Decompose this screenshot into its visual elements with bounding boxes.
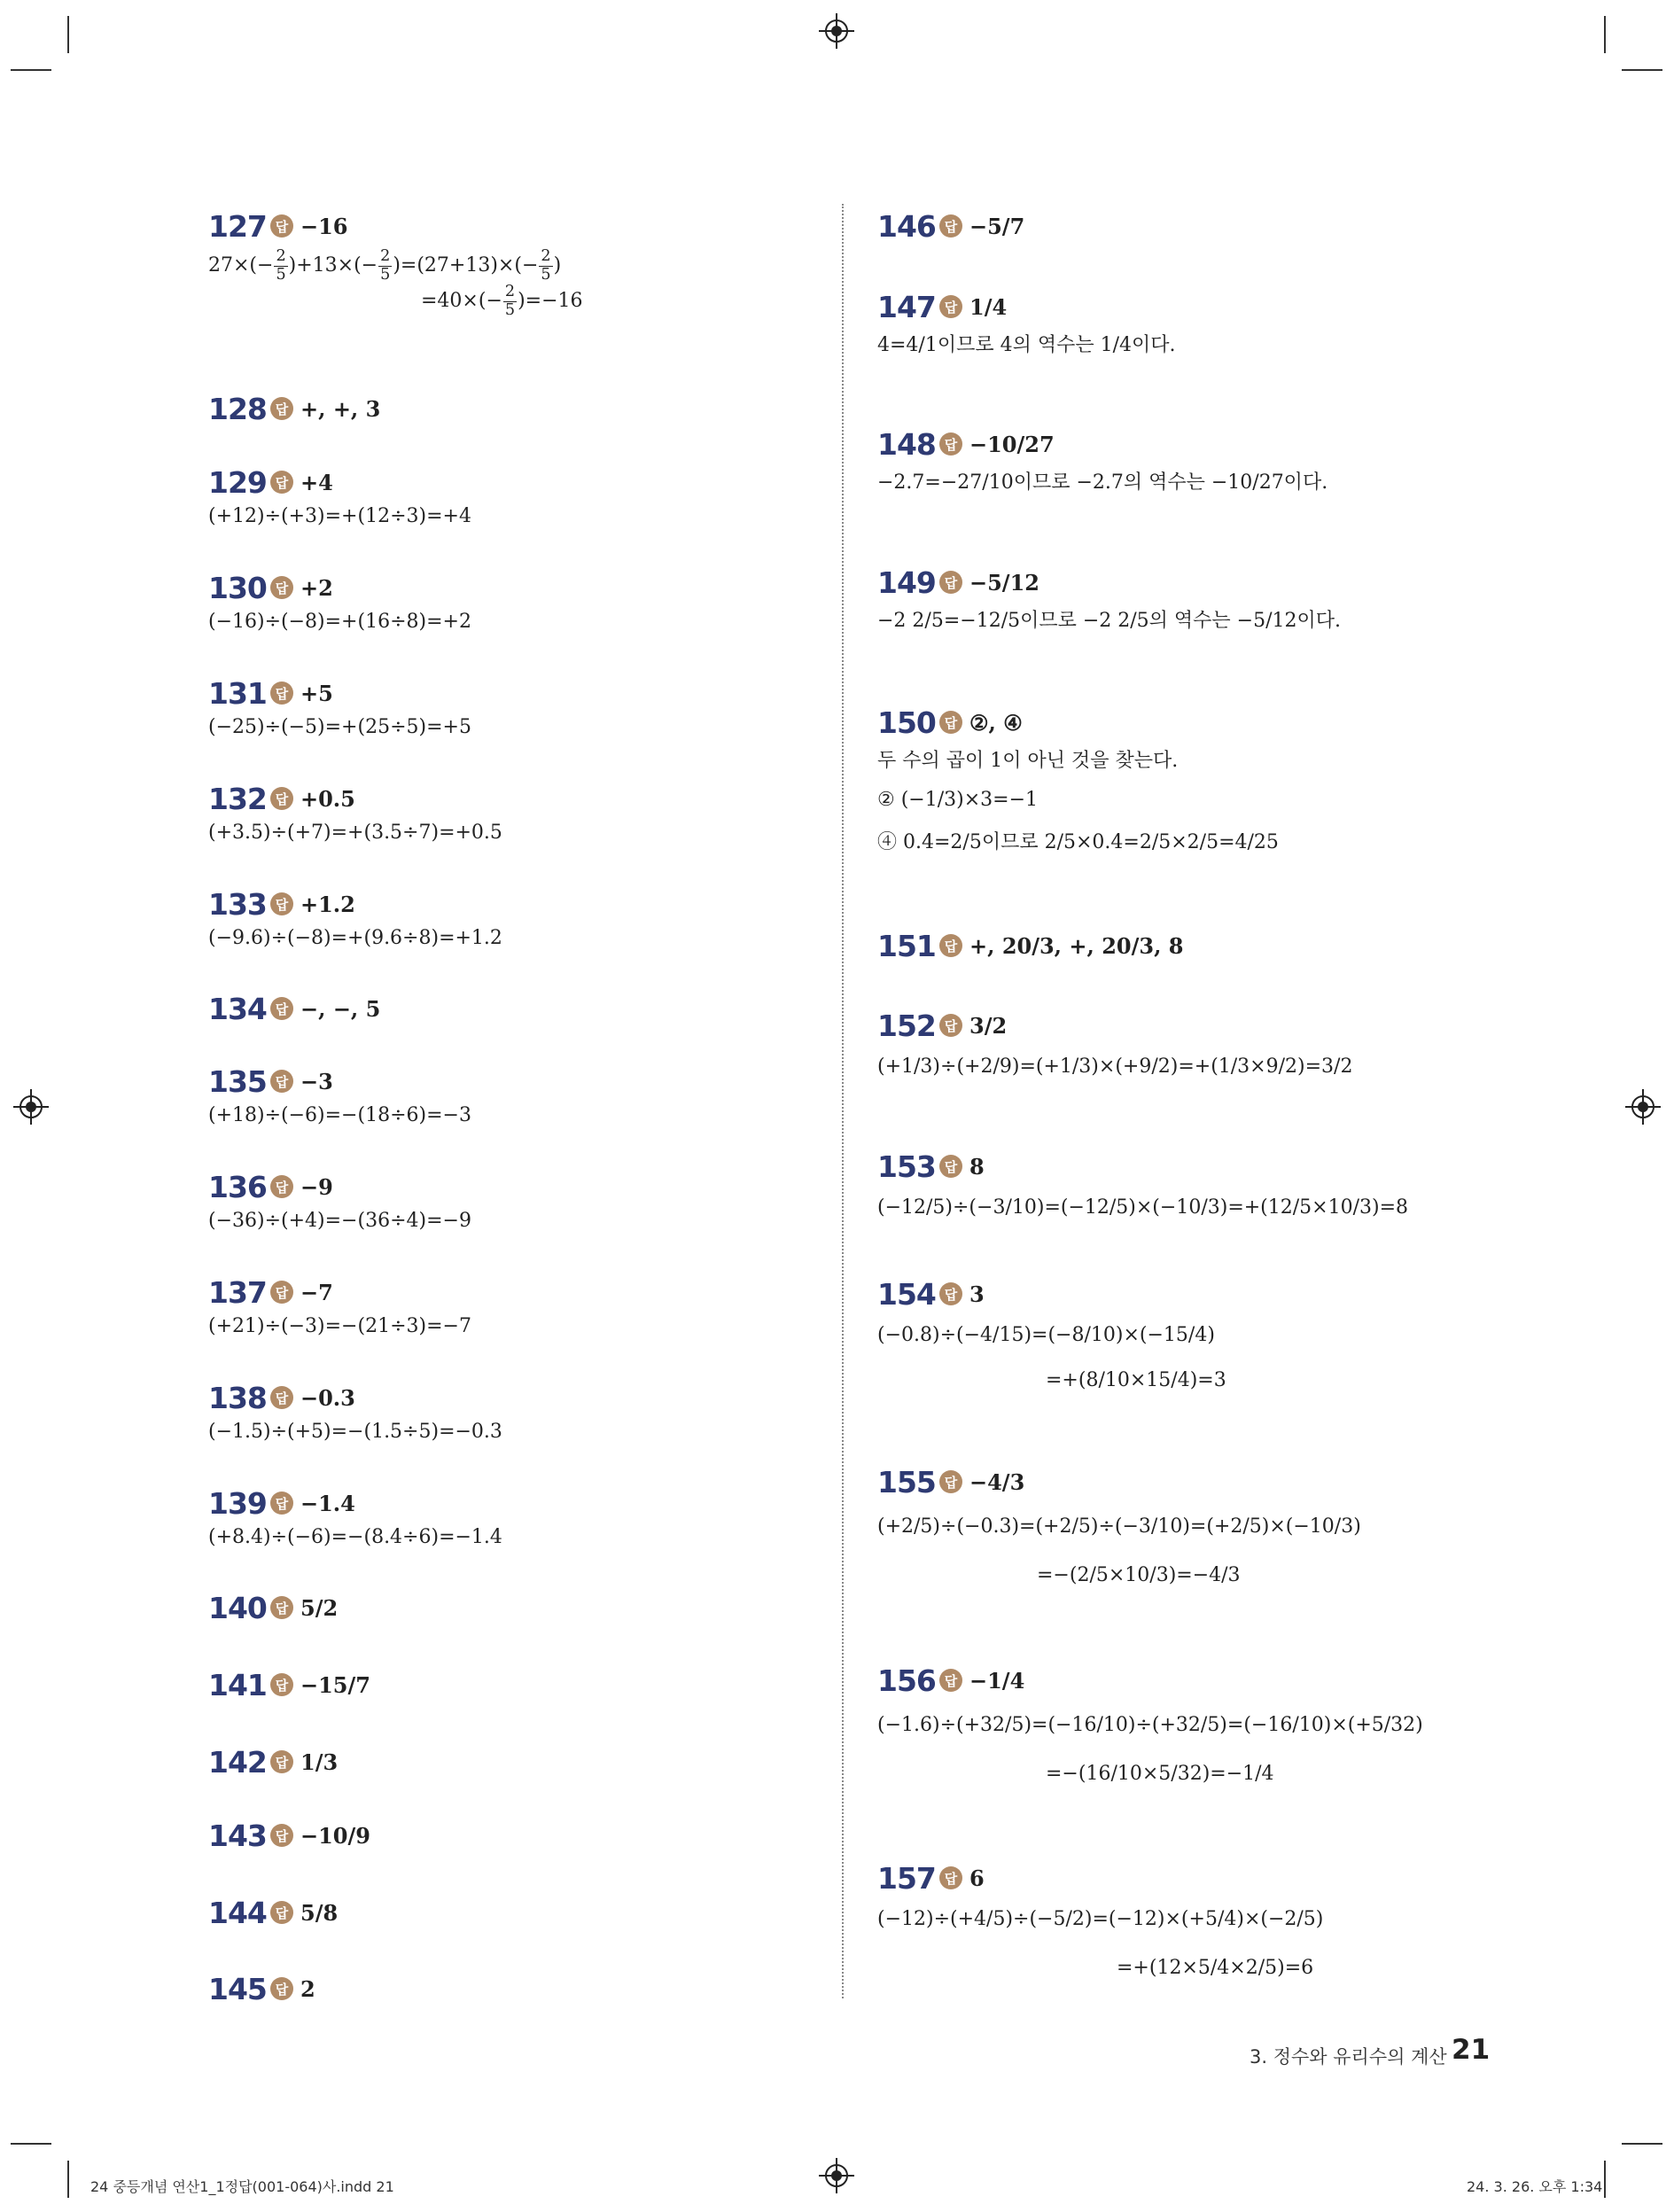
answer-badge-icon: 답 bbox=[270, 1070, 293, 1093]
solution-line: (+18)÷(−6)=−(18÷6)=−3 bbox=[208, 1104, 471, 1126]
page-number: 21 bbox=[1452, 2034, 1491, 2066]
problem-number: 133 bbox=[208, 886, 267, 922]
solution-line: 4=4/1이므로 4의 역수는 1/4이다. bbox=[877, 334, 1176, 356]
answer-badge-icon: 답 bbox=[270, 1750, 293, 1773]
answer: −10/9 bbox=[300, 1822, 370, 1849]
problem-number: 138 bbox=[208, 1380, 267, 1415]
answer: −16 bbox=[300, 213, 348, 239]
problem-number: 127 bbox=[208, 208, 267, 244]
problem-number: 137 bbox=[208, 1274, 267, 1310]
problem-139 bbox=[208, 1482, 502, 1548]
registration-mark-icon bbox=[825, 19, 848, 43]
solution-line: (−16)÷(−8)=+(16÷8)=+2 bbox=[208, 611, 471, 633]
answer-badge-icon: 답 bbox=[939, 571, 962, 594]
problem-number: 139 bbox=[208, 1485, 267, 1521]
problem-149 bbox=[877, 561, 1341, 633]
solution-line: (+1/3)÷(+2/9)=(+1/3)×(+9/2)=+(1/3×9/2)=3/2 bbox=[877, 1055, 1353, 1078]
answer: −4/3 bbox=[969, 1468, 1025, 1495]
problem-number: 155 bbox=[877, 1464, 936, 1499]
answer-badge-icon: 답 bbox=[270, 471, 293, 494]
answer: −0.3 bbox=[300, 1384, 355, 1411]
problem-number: 135 bbox=[208, 1063, 267, 1099]
answer: −10/27 bbox=[969, 431, 1055, 457]
problem-number: 131 bbox=[208, 675, 267, 711]
problem-137 bbox=[208, 1271, 471, 1337]
answer-badge-icon: 답 bbox=[270, 576, 293, 599]
problem-135 bbox=[208, 1060, 471, 1126]
print-slug-datetime: 24. 3. 26. 오후 1:34 bbox=[1467, 2178, 1603, 2195]
registration-mark-icon bbox=[825, 2164, 848, 2187]
answer-badge-icon: 답 bbox=[939, 1155, 962, 1178]
solution-line: (−36)÷(+4)=−(36÷4)=−9 bbox=[208, 1210, 471, 1232]
problem-number: 141 bbox=[208, 1667, 267, 1702]
answer-badge-icon: 답 bbox=[270, 1281, 293, 1304]
problem-number: 143 bbox=[208, 1818, 267, 1853]
answer-badge-icon: 답 bbox=[939, 214, 962, 238]
solution-line: 두 수의 곱이 1이 아닌 것을 찾는다. bbox=[877, 750, 1179, 772]
problem-number: 157 bbox=[877, 1860, 936, 1896]
solution-line: (+2/5)÷(−0.3)=(+2/5)÷(−3/10)=(+2/5)×(−10/3) bbox=[877, 1515, 1361, 1538]
problem-134 bbox=[208, 987, 380, 1030]
solution-line: (+3.5)÷(+7)=+(3.5÷7)=+0.5 bbox=[208, 822, 502, 844]
answer-badge-icon: 답 bbox=[939, 432, 962, 456]
solution-line: (+12)÷(+3)=+(12÷3)=+4 bbox=[208, 505, 471, 527]
problem-133 bbox=[208, 883, 502, 949]
answer-badge-icon: 답 bbox=[939, 1669, 962, 1692]
answer: 2 bbox=[300, 1975, 315, 2002]
registration-mark-icon bbox=[19, 1095, 43, 1118]
answer-badge-icon: 답 bbox=[939, 1282, 962, 1305]
answer-badge-icon: 답 bbox=[270, 1673, 293, 1696]
answer-badge-icon: 답 bbox=[270, 1386, 293, 1409]
print-slug-filename: 24 중등개념 연산1_1정답(001-064)사.indd 21 bbox=[90, 2178, 394, 2195]
problem-number: 129 bbox=[208, 464, 267, 500]
solution-line: (−12/5)÷(−3/10)=(−12/5)×(−10/3)=+(12/5×10/3)=8 bbox=[877, 1196, 1409, 1219]
answer-badge-icon: 답 bbox=[939, 1014, 962, 1037]
problem-128 bbox=[208, 387, 380, 430]
problem-146 bbox=[877, 205, 1024, 247]
problem-152 bbox=[877, 1004, 1352, 1078]
problem-number: 151 bbox=[877, 928, 936, 963]
column-divider bbox=[842, 204, 844, 1998]
answer: +4 bbox=[300, 469, 333, 495]
answer: −15/7 bbox=[300, 1671, 370, 1698]
registration-mark-icon bbox=[1631, 1095, 1655, 1118]
answer: 3 bbox=[969, 1281, 985, 1307]
solution-line: ② (−1/3)×3=−1 bbox=[877, 789, 1039, 811]
answer-badge-icon: 답 bbox=[270, 892, 293, 915]
answer-badge-icon: 답 bbox=[270, 787, 293, 810]
problem-number: 146 bbox=[877, 208, 936, 244]
section-title: 3. 정수와 유리수의 계산 bbox=[1250, 2046, 1447, 2068]
problem-154 bbox=[877, 1273, 1226, 1391]
problem-157 bbox=[877, 1857, 1323, 1979]
solution-line: −2.7=−27/10이므로 −2.7의 역수는 −10/27이다. bbox=[877, 471, 1328, 494]
solution-line: (−25)÷(−5)=+(25÷5)=+5 bbox=[208, 716, 471, 738]
problem-number: 134 bbox=[208, 991, 267, 1026]
crop-mark bbox=[11, 2143, 51, 2145]
answer-badge-icon: 답 bbox=[270, 1977, 293, 2000]
solution-line: =+(8/10×15/4)=3 bbox=[1046, 1369, 1226, 1391]
solution-line: −2 2/5=−12/5이므로 −2 2/5의 역수는 −5/12이다. bbox=[877, 610, 1342, 632]
problem-number: 152 bbox=[877, 1008, 936, 1043]
problem-132 bbox=[208, 777, 502, 844]
answer: +, 20/3, +, 20/3, 8 bbox=[969, 932, 1184, 959]
answer-badge-icon: 답 bbox=[270, 997, 293, 1020]
problem-number: 149 bbox=[877, 565, 936, 600]
problem-number: 144 bbox=[208, 1895, 267, 1930]
problem-number: 148 bbox=[877, 426, 936, 462]
answer-badge-icon: 답 bbox=[939, 1866, 962, 1889]
answer-badge-icon: 답 bbox=[270, 397, 293, 420]
answer: +2 bbox=[300, 574, 333, 601]
problem-155 bbox=[877, 1460, 1361, 1586]
answer-badge-icon: 답 bbox=[270, 1596, 293, 1619]
answer-badge-icon: 답 bbox=[270, 1901, 293, 1924]
problem-number: 140 bbox=[208, 1590, 267, 1625]
solution-line: (+21)÷(−3)=−(21÷3)=−7 bbox=[208, 1315, 471, 1337]
answer: ②, ④ bbox=[969, 709, 1023, 736]
problem-153 bbox=[877, 1145, 1408, 1219]
answer: +, +, 3 bbox=[300, 395, 381, 422]
problem-156 bbox=[877, 1659, 1423, 1785]
answer: −5/7 bbox=[969, 213, 1025, 239]
solution-line: 27×(− $\frac{2}{5}$ )+13×(− $\frac{2}{5}$ )=(27+13)×(− $\frac{2}{5}$ ) bbox=[208, 247, 562, 284]
problem-138 bbox=[208, 1376, 502, 1443]
problem-127 bbox=[208, 205, 583, 318]
crop-mark bbox=[67, 16, 69, 53]
answer: +0.5 bbox=[300, 785, 355, 812]
crop-mark bbox=[1604, 2161, 1606, 2198]
problem-145 bbox=[208, 1967, 315, 2010]
answer: +1.2 bbox=[300, 891, 355, 917]
solution-line: (−1.5)÷(+5)=−(1.5÷5)=−0.3 bbox=[208, 1421, 502, 1443]
problem-number: 156 bbox=[877, 1663, 936, 1698]
problem-142 bbox=[208, 1741, 338, 1783]
solution-line: (+8.4)÷(−6)=−(8.4÷6)=−1.4 bbox=[208, 1526, 502, 1548]
problem-131 bbox=[208, 672, 471, 738]
problem-143 bbox=[208, 1814, 370, 1857]
answer: −, −, 5 bbox=[300, 995, 381, 1022]
answer-badge-icon: 답 bbox=[939, 934, 962, 957]
answer: +5 bbox=[300, 680, 333, 706]
answer: 5/2 bbox=[300, 1594, 339, 1621]
crop-mark bbox=[1622, 2143, 1662, 2145]
answer: 8 bbox=[969, 1153, 985, 1180]
answer: 5/8 bbox=[300, 1899, 339, 1926]
problem-148 bbox=[877, 423, 1328, 495]
solution-line: =−(2/5×10/3)=−4/3 bbox=[1037, 1564, 1241, 1586]
answer-badge-icon: 답 bbox=[939, 1470, 962, 1493]
answer-badge-icon: 답 bbox=[939, 295, 962, 318]
problem-151 bbox=[877, 924, 1184, 967]
answer: 1/4 bbox=[969, 293, 1008, 320]
problem-number: 142 bbox=[208, 1744, 267, 1780]
crop-mark bbox=[11, 69, 51, 71]
answer: −3 bbox=[300, 1068, 333, 1094]
crop-mark bbox=[1622, 69, 1662, 71]
problem-number: 136 bbox=[208, 1169, 267, 1204]
problem-number: 132 bbox=[208, 781, 267, 816]
answer-badge-icon: 답 bbox=[270, 1824, 293, 1847]
solution-line: (−12)÷(+4/5)÷(−5/2)=(−12)×(+5/4)×(−2/5) bbox=[877, 1908, 1324, 1930]
problem-number: 130 bbox=[208, 570, 267, 605]
problem-number: 150 bbox=[877, 705, 936, 740]
solution-line: (−0.8)÷(−4/15)=(−8/10)×(−15/4) bbox=[877, 1324, 1215, 1346]
solution-line: (−1.6)÷(+32/5)=(−16/10)÷(+32/5)=(−16/10)×(+5/32) bbox=[877, 1714, 1423, 1736]
solution-line: =40×(− $\frac{2}{5}$ )=−16 bbox=[421, 283, 583, 319]
problem-136 bbox=[208, 1165, 471, 1232]
problem-147 bbox=[877, 285, 1175, 357]
problem-number: 153 bbox=[877, 1149, 936, 1184]
answer-badge-icon: 답 bbox=[270, 1175, 293, 1198]
answer-badge-icon: 답 bbox=[270, 1492, 293, 1515]
solution-line: =−(16/10×5/32)=−1/4 bbox=[1046, 1763, 1274, 1785]
problem-number: 147 bbox=[877, 289, 936, 324]
crop-mark bbox=[1604, 16, 1606, 53]
answer-badge-icon: 답 bbox=[270, 214, 293, 238]
problem-number: 154 bbox=[877, 1276, 936, 1312]
problem-141 bbox=[208, 1663, 370, 1706]
problem-150 bbox=[877, 701, 1279, 854]
answer: 6 bbox=[969, 1865, 985, 1891]
answer: −9 bbox=[300, 1173, 333, 1200]
solution-line: =+(12×5/4×2/5)=6 bbox=[1117, 1957, 1314, 1979]
answer: −5/12 bbox=[969, 569, 1039, 596]
answer: −1/4 bbox=[969, 1667, 1025, 1694]
answer-badge-icon: 답 bbox=[939, 711, 962, 734]
problem-144 bbox=[208, 1891, 338, 1934]
problem-129 bbox=[208, 461, 471, 527]
answer: −1.4 bbox=[300, 1490, 355, 1516]
answer: 1/3 bbox=[300, 1749, 339, 1775]
answer-badge-icon: 답 bbox=[270, 682, 293, 705]
problem-number: 128 bbox=[208, 391, 267, 426]
answer: 3/2 bbox=[969, 1012, 1008, 1039]
solution-line: ④ 0.4=2/5이므로 2/5×0.4=2/5×2/5=4/25 bbox=[877, 831, 1279, 853]
crop-mark bbox=[67, 2161, 69, 2198]
solution-line: (−9.6)÷(−8)=+(9.6÷8)=+1.2 bbox=[208, 927, 502, 949]
problem-140 bbox=[208, 1586, 338, 1629]
problem-number: 145 bbox=[208, 1971, 267, 2006]
answer: −7 bbox=[300, 1279, 333, 1305]
problem-130 bbox=[208, 566, 471, 633]
